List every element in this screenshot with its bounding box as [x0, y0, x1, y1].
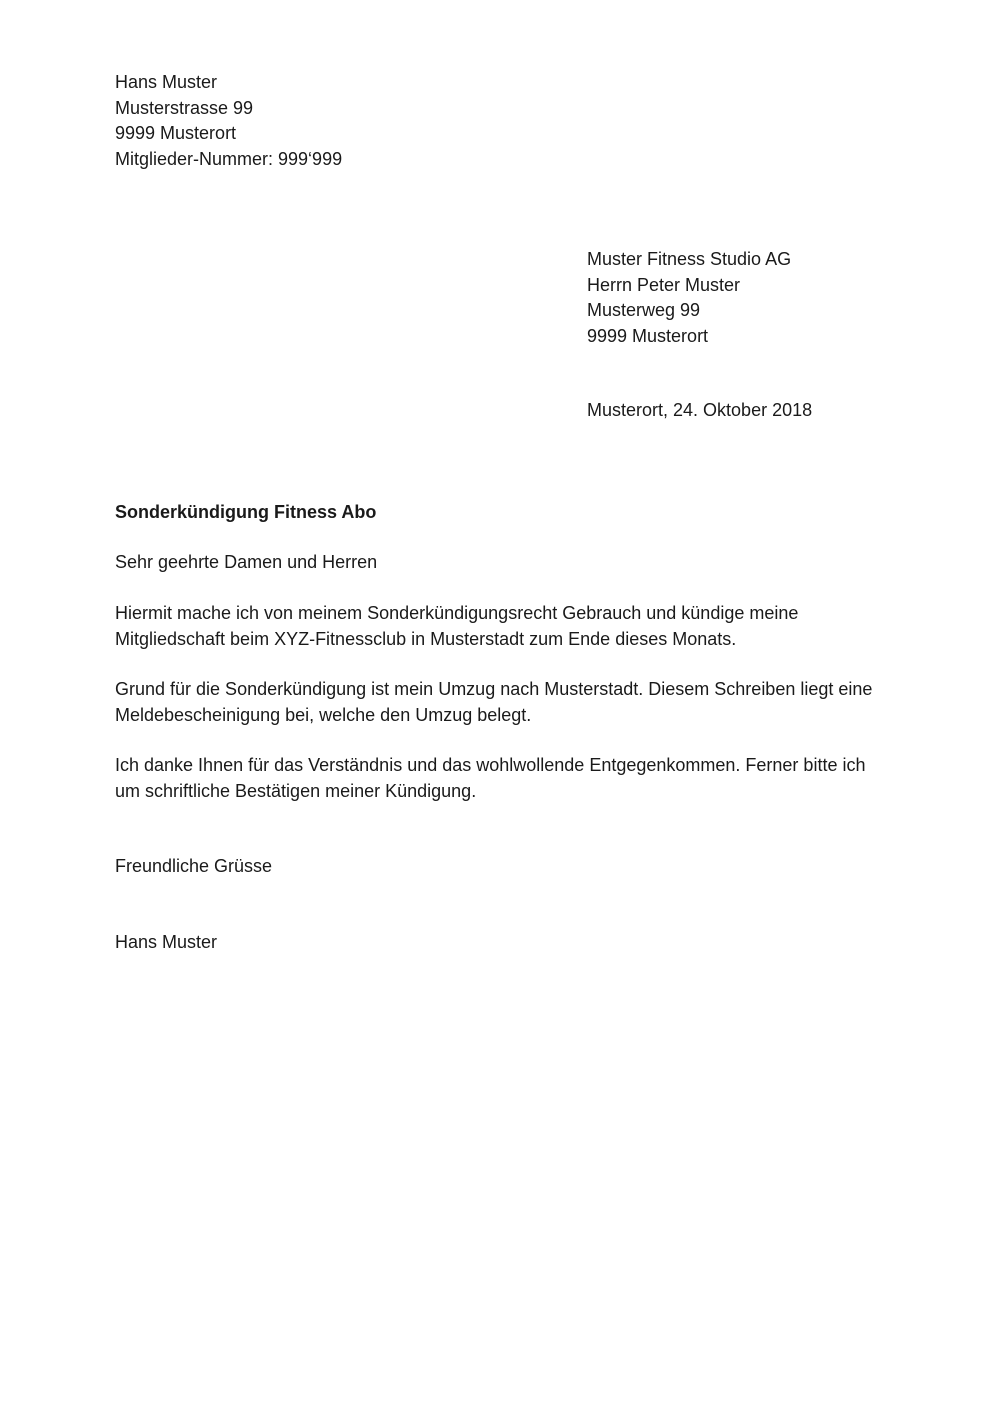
closing-text: Freundliche Grüsse [115, 856, 273, 876]
body-paragraph [115, 677, 872, 728]
paragraph-line: Grund für die Sonderkündigung ist mein Umzug nach Musterstadt. Diesem Schreiben liegt eine [115, 679, 873, 699]
sender-address [115, 70, 342, 172]
subject-text: Sonderkündigung Fitness Abo [115, 502, 377, 522]
body-paragraph [115, 601, 798, 652]
paragraph-line: Ich danke Ihnen für das Verständnis und das wohlwollende Entgegenkommen. Ferner bitte ich [115, 755, 866, 775]
sender-name: Hans Muster [115, 72, 218, 92]
signature-name: Hans Muster [115, 932, 218, 952]
recipient-street: Musterweg 99 [587, 300, 701, 320]
paragraph-line: Hiermit mache ich von meinem Sonderkündigungsrecht Gebrauch und kündige meine [115, 603, 799, 623]
salutation-text: Sehr geehrte Damen und Herren [115, 552, 378, 572]
paragraph-line: Meldebescheinigung bei, welche den Umzug belegt. [115, 704, 532, 725]
letter-signature [115, 930, 217, 956]
letter-salutation [115, 550, 377, 576]
body-paragraph [115, 753, 865, 804]
recipient-contact: Herrn Peter Muster [587, 274, 741, 295]
letter-subject [115, 500, 376, 526]
recipient-address [587, 247, 791, 349]
date-line [587, 398, 812, 424]
sender-member-number: Mitglieder-Nummer: 999‘999 [115, 148, 343, 169]
sender-street: Musterstrasse 99 [115, 97, 254, 118]
recipient-company: Muster Fitness Studio AG [587, 249, 792, 269]
paragraph-line: um schriftliche Bestätigen meiner Kündigung. [115, 780, 477, 801]
date-text: Musterort, 24. Oktober 2018 [587, 400, 813, 420]
sender-city: 9999 Musterort [115, 123, 237, 143]
paragraph-line: Mitgliedschaft beim XYZ-Fitnessclub in Musterstadt zum Ende dieses Monats. [115, 628, 737, 649]
letter-closing [115, 854, 272, 880]
recipient-city: 9999 Musterort [587, 325, 709, 346]
